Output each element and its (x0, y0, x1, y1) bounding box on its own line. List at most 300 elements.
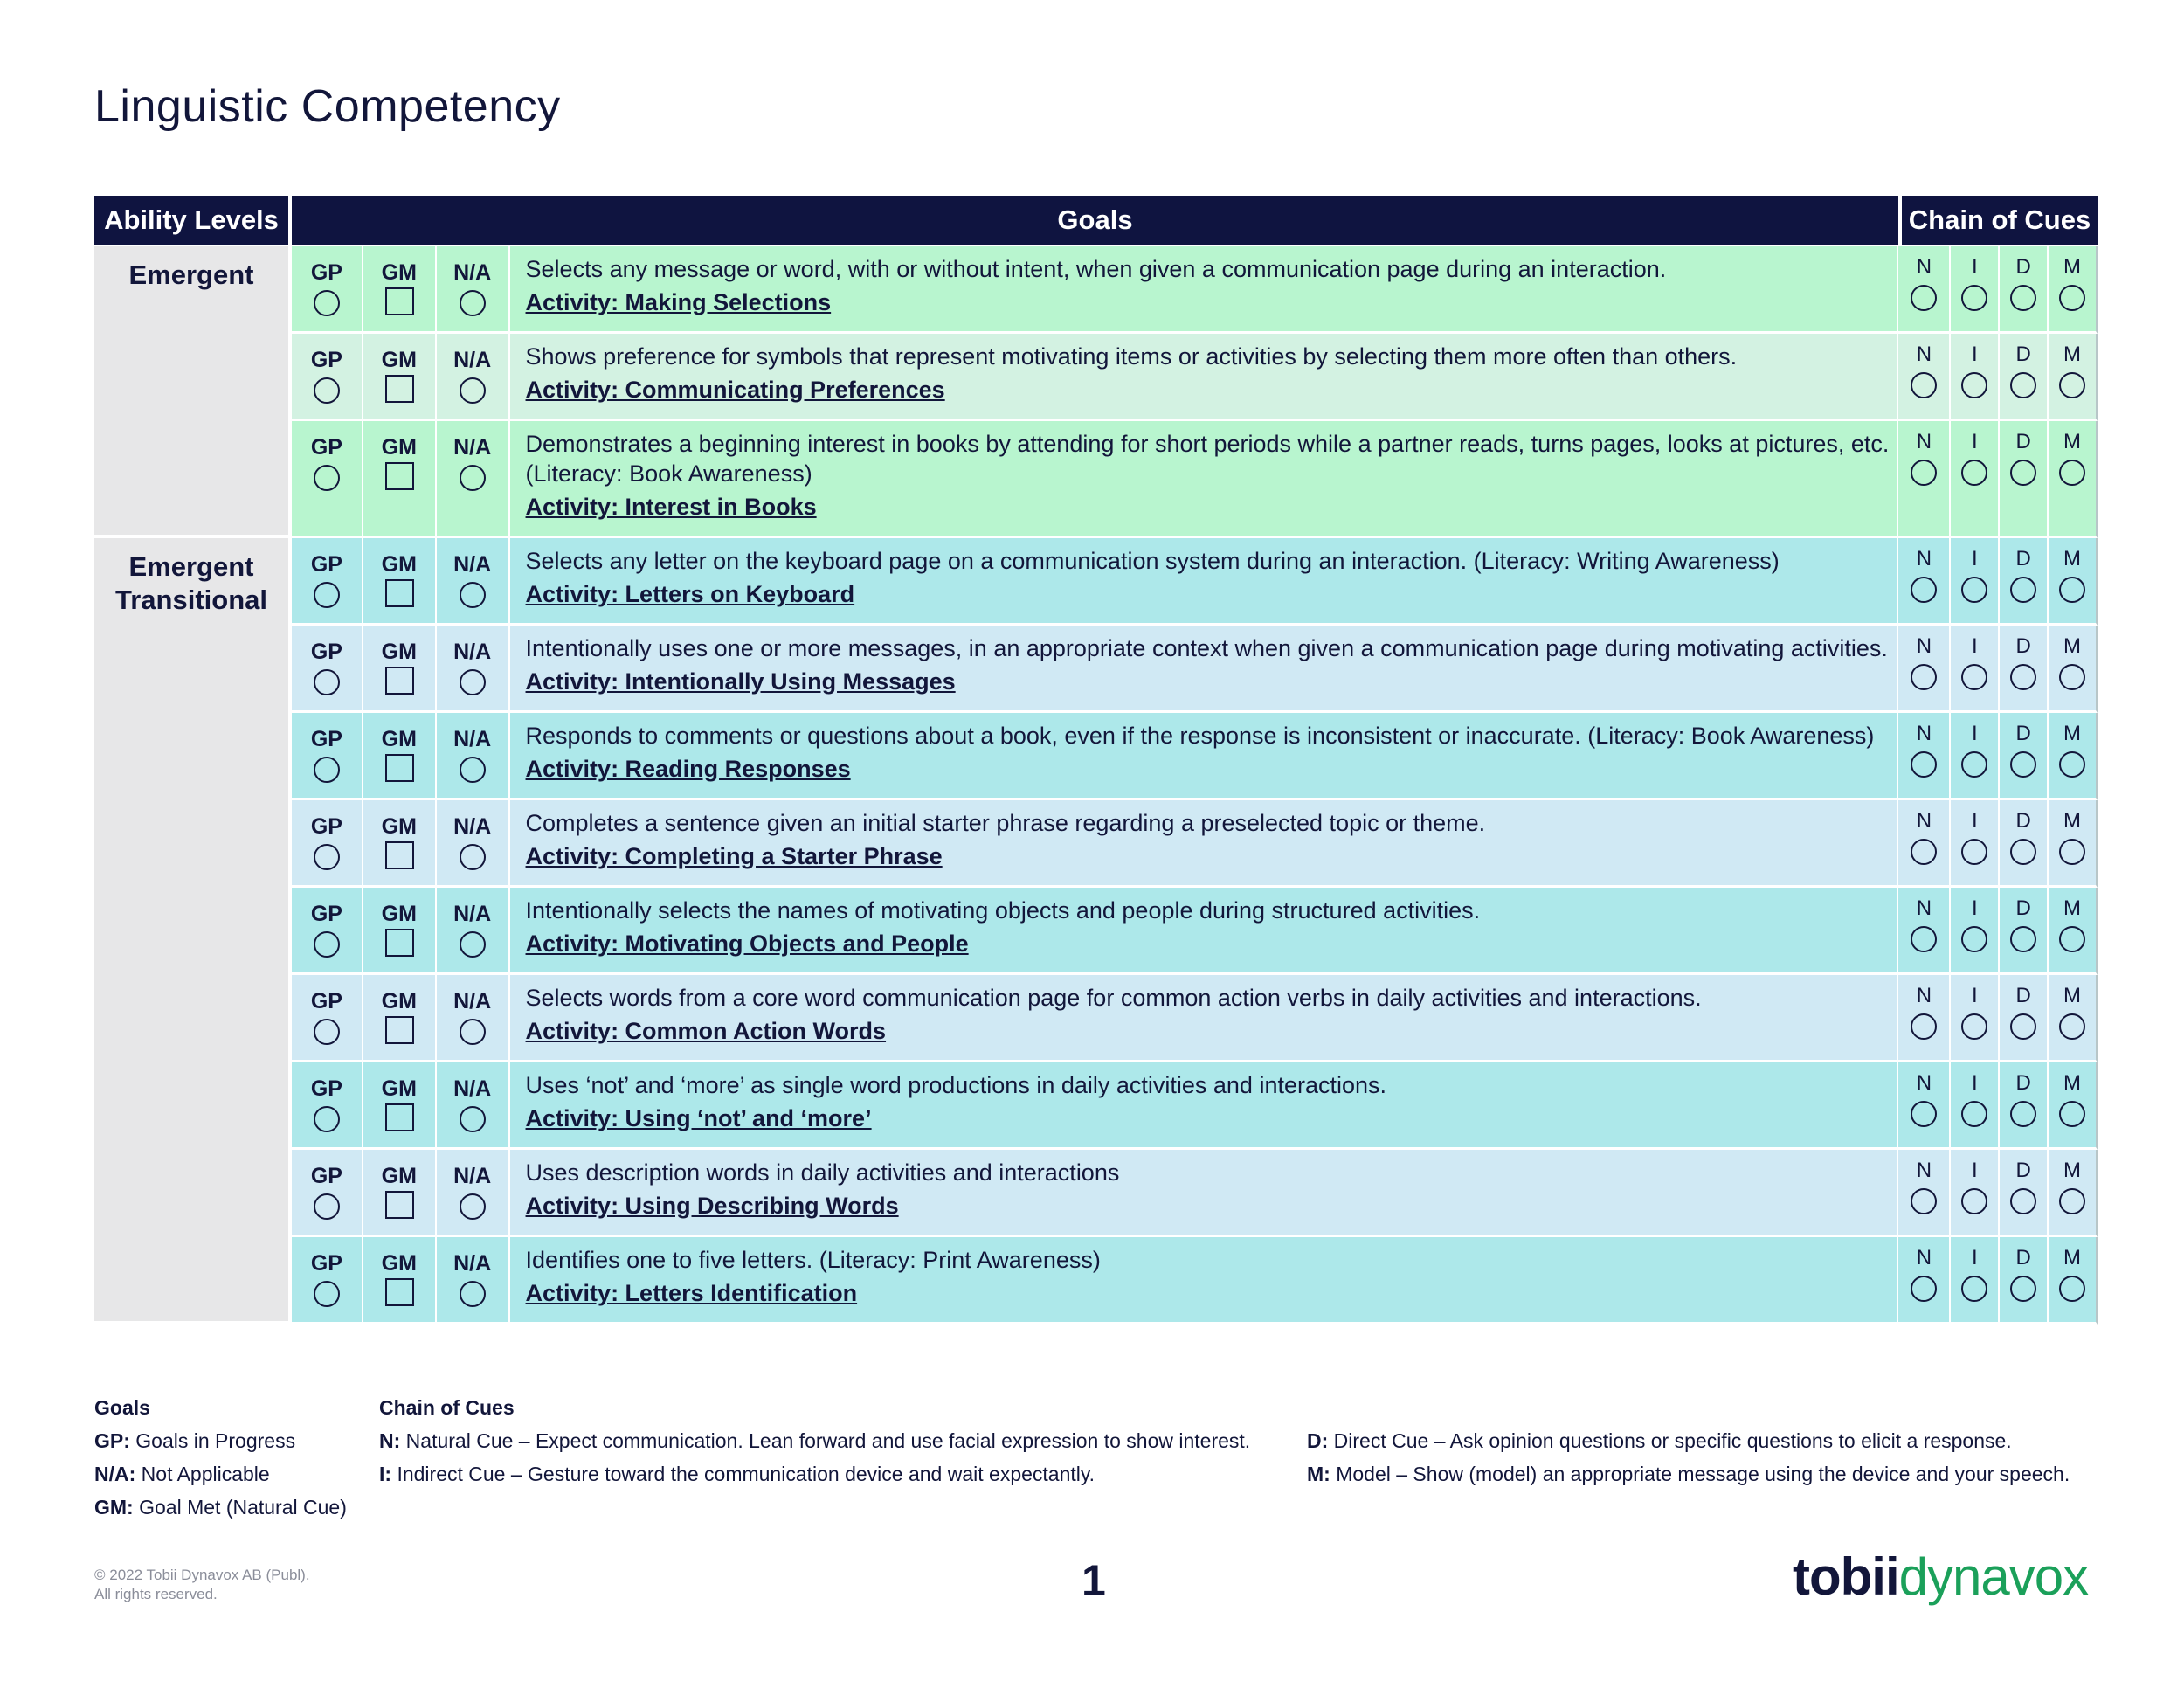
cue-radio-n[interactable] (1911, 1013, 1937, 1040)
cue-label-d: D (2015, 547, 2031, 571)
cue-cell-m (2049, 713, 2098, 800)
na-label: N/A (453, 814, 492, 839)
legend-gm-value: Goal Met (Natural Cue) (139, 1496, 347, 1519)
na-cell (437, 1062, 510, 1150)
cue-radio-n[interactable] (1911, 926, 1937, 952)
gp-label: GP (310, 1251, 342, 1276)
na-radio[interactable] (460, 290, 486, 316)
gm-label: GM (381, 1164, 417, 1188)
legend-gp-key: GP: (94, 1429, 130, 1452)
cue-radio-i[interactable] (1961, 285, 1987, 311)
page-title: Linguistic Competency (94, 81, 561, 132)
na-cell (437, 1150, 510, 1237)
gp-label: GP (310, 1164, 342, 1188)
cue-cell-m (2049, 1237, 2098, 1325)
cue-label-d: D (2015, 342, 2031, 366)
gm-label: GM (381, 640, 417, 664)
gm-label: GM (381, 814, 417, 839)
activity-link[interactable]: Activity: Intentionally Using Messages (525, 668, 956, 695)
cue-radio-m[interactable] (2059, 926, 2085, 952)
na-cell (437, 888, 510, 975)
cue-radio-i[interactable] (1961, 577, 1987, 603)
legend-d-value: Direct Cue – Ask opinion questions or specific questions to elicit a response. (1333, 1429, 2012, 1452)
na-cell (437, 626, 510, 713)
cue-radio-i[interactable] (1961, 1188, 1987, 1214)
goal-text: Intentionally selects the names of motivating objects and people during structured activities. (525, 897, 1481, 924)
gp-radio[interactable] (314, 844, 340, 870)
gp-label: GP (310, 727, 342, 751)
gp-radio[interactable] (314, 377, 340, 404)
cue-label-d: D (2015, 984, 2031, 1007)
gm-checkbox[interactable] (385, 1191, 414, 1219)
cue-label-i: I (1971, 896, 1978, 920)
legend-d-key: D: (1307, 1429, 1329, 1452)
cue-label-n: N (1916, 722, 1932, 745)
cue-cell-n (1898, 421, 1951, 538)
goal-row (292, 975, 2098, 1062)
gm-checkbox[interactable] (385, 1103, 414, 1131)
cue-cell-i (1951, 888, 2000, 975)
cue-cell-d (2000, 421, 2049, 538)
legend-gp-value: Goals in Progress (135, 1429, 296, 1452)
tobii-dynavox-logo (1793, 1546, 2088, 1608)
cue-radio-i[interactable] (1961, 751, 1987, 778)
gp-label: GP (310, 260, 342, 285)
gm-label: GM (381, 727, 417, 751)
legend-m-key: M: (1307, 1463, 1330, 1485)
cue-cell-d (2000, 800, 2049, 888)
activity-link[interactable]: Activity: Using Describing Words (525, 1193, 899, 1219)
cue-radio-d[interactable] (2010, 1101, 2036, 1127)
activity-link[interactable]: Activity: Completing a Starter Phrase (525, 843, 943, 869)
cue-radio-d[interactable] (2010, 839, 2036, 865)
cue-radio-m[interactable] (2059, 1276, 2085, 1302)
na-radio[interactable] (460, 669, 486, 695)
gm-checkbox[interactable] (385, 841, 414, 869)
gm-cell (363, 888, 437, 975)
cue-label-n: N (1916, 430, 1932, 453)
cue-radio-d[interactable] (2010, 751, 2036, 778)
na-radio[interactable] (460, 377, 486, 404)
cue-radio-n[interactable] (1911, 1276, 1937, 1302)
logo-dynavox: dynavox (1898, 1547, 2089, 1606)
cue-radio-d[interactable] (2010, 372, 2036, 398)
cue-radio-m[interactable] (2059, 460, 2085, 486)
na-label: N/A (453, 435, 492, 460)
gm-checkbox[interactable] (385, 667, 414, 695)
cue-label-n: N (1916, 255, 1932, 279)
gp-cell (292, 975, 363, 1062)
ability-transitional-line2: Transitional (115, 585, 267, 615)
cue-radio-i[interactable] (1961, 460, 1987, 486)
goal-cell (510, 334, 1899, 421)
na-label: N/A (453, 260, 492, 285)
na-radio[interactable] (460, 582, 486, 608)
cue-label-m: M (2063, 342, 2082, 366)
cue-cell-d (2000, 334, 2049, 421)
cue-radio-d[interactable] (2010, 285, 2036, 311)
cue-radio-m[interactable] (2059, 1101, 2085, 1127)
cue-radio-d[interactable] (2010, 1276, 2036, 1302)
cue-cell-i (1951, 626, 2000, 713)
cue-radio-m[interactable] (2059, 751, 2085, 778)
na-cell (437, 975, 510, 1062)
cue-radio-m[interactable] (2059, 577, 2085, 603)
gp-radio[interactable] (314, 1019, 340, 1045)
cue-label-m: M (2063, 1159, 2082, 1182)
gp-label: GP (310, 814, 342, 839)
cue-cell-d (2000, 1062, 2049, 1150)
cue-radio-n[interactable] (1911, 372, 1937, 398)
gm-checkbox[interactable] (385, 754, 414, 782)
gp-label: GP (310, 902, 342, 926)
goal-row (292, 538, 2098, 626)
activity-link[interactable]: Activity: Common Action Words (525, 1018, 887, 1044)
ability-emergent (94, 246, 288, 535)
cue-label-i: I (1971, 547, 1978, 571)
cue-cell-m (2049, 888, 2098, 975)
na-radio[interactable] (460, 1019, 486, 1045)
gp-radio[interactable] (314, 1106, 340, 1132)
cue-label-n: N (1916, 1159, 1932, 1182)
cue-label-i: I (1971, 1159, 1978, 1182)
gm-cell (363, 334, 437, 421)
cue-cell-d (2000, 975, 2049, 1062)
goal-cell (510, 800, 1899, 888)
gp-label: GP (310, 435, 342, 460)
gp-label: GP (310, 1076, 342, 1101)
legend-goals (94, 1391, 347, 1524)
cue-label-n: N (1916, 634, 1932, 658)
cue-cell-i (1951, 975, 2000, 1062)
cue-radio-m[interactable] (2059, 372, 2085, 398)
gm-label: GM (381, 552, 417, 577)
na-radio[interactable] (460, 1106, 486, 1132)
cue-cell-n (1898, 975, 1951, 1062)
gp-cell (292, 1237, 363, 1325)
goal-cell (510, 421, 1899, 538)
gp-cell (292, 1150, 363, 1237)
goal-row (292, 888, 2098, 975)
cue-radio-n[interactable] (1911, 577, 1937, 603)
legend-cues-title: Chain of Cues (379, 1396, 515, 1419)
cue-cell-i (1951, 538, 2000, 626)
na-cell (437, 800, 510, 888)
gm-cell (363, 626, 437, 713)
gm-label: GM (381, 1076, 417, 1101)
gp-label: GP (310, 640, 342, 664)
cue-label-d: D (2015, 255, 2031, 279)
gm-cell (363, 1150, 437, 1237)
cue-cell-m (2049, 246, 2098, 334)
na-label: N/A (453, 989, 492, 1013)
cue-label-d: D (2015, 634, 2031, 658)
cue-cell-n (1898, 1150, 1951, 1237)
cue-label-i: I (1971, 722, 1978, 745)
cue-radio-i[interactable] (1961, 664, 1987, 690)
na-cell (437, 713, 510, 800)
legend-cues-continued (1307, 1424, 2070, 1491)
ability-emergent-label: Emergent (128, 259, 254, 290)
cue-cell-m (2049, 626, 2098, 713)
legend-na-key: N/A: (94, 1463, 136, 1485)
cue-label-i: I (1971, 984, 1978, 1007)
goal-cell (510, 975, 1899, 1062)
cue-cell-n (1898, 713, 1951, 800)
cue-cell-n (1898, 626, 1951, 713)
gp-radio[interactable] (314, 931, 340, 958)
na-label: N/A (453, 902, 492, 926)
gp-radio[interactable] (314, 290, 340, 316)
na-radio[interactable] (460, 844, 486, 870)
gp-radio[interactable] (314, 465, 340, 491)
cue-label-i: I (1971, 430, 1978, 453)
gm-cell (363, 1237, 437, 1325)
na-label: N/A (453, 1164, 492, 1188)
goal-text-continued: (Literacy: Book Awareness) (525, 460, 812, 487)
gp-radio[interactable] (314, 669, 340, 695)
cue-radio-m[interactable] (2059, 839, 2085, 865)
cue-label-d: D (2015, 809, 2031, 833)
na-radio[interactable] (460, 931, 486, 958)
goal-row (292, 246, 2098, 334)
na-label: N/A (453, 727, 492, 751)
na-cell (437, 334, 510, 421)
cue-cell-i (1951, 800, 2000, 888)
gm-checkbox[interactable] (385, 287, 414, 315)
activity-link[interactable]: Activity: Making Selections (525, 289, 832, 315)
cue-cell-d (2000, 1150, 2049, 1237)
activity-link[interactable]: Activity: Interest in Books (525, 494, 817, 520)
goal-cell (510, 1237, 1899, 1325)
gm-cell (363, 975, 437, 1062)
gp-label: GP (310, 989, 342, 1013)
cue-radio-m[interactable] (2059, 285, 2085, 311)
cue-radio-i[interactable] (1961, 372, 1987, 398)
cue-cell-m (2049, 1150, 2098, 1237)
gm-checkbox[interactable] (385, 929, 414, 957)
header-goals: Goals (292, 196, 1898, 245)
goal-text: Demonstrates a beginning interest in books by attending for short periods while a partner reads, turns pages, looks at pictures, etc. (525, 431, 1890, 457)
legend-n-key: N: (379, 1429, 401, 1452)
cue-radio-n[interactable] (1911, 839, 1937, 865)
page-number: 1 (1082, 1556, 1106, 1605)
cue-label-m: M (2063, 255, 2082, 279)
goal-text: Identifies one to five letters. (Literacy: Print Awareness) (525, 1247, 1101, 1273)
gm-cell (363, 1062, 437, 1150)
cue-label-n: N (1916, 984, 1932, 1007)
activity-link[interactable]: Activity: Motivating Objects and People (525, 930, 969, 957)
goal-text: Uses ‘not’ and ‘more’ as single word productions in daily activities and interactions. (525, 1072, 1387, 1098)
na-label: N/A (453, 552, 492, 577)
cue-label-m: M (2063, 722, 2082, 745)
gm-label: GM (381, 260, 417, 285)
goal-text: Selects any letter on the keyboard page on a communication system during an interaction. (Literacy: Writing Awareness) (525, 548, 1780, 574)
na-label: N/A (453, 1076, 492, 1101)
na-radio[interactable] (460, 1193, 486, 1220)
goal-row (292, 800, 2098, 888)
gp-radio[interactable] (314, 757, 340, 783)
gm-cell (363, 538, 437, 626)
cue-radio-n[interactable] (1911, 285, 1937, 311)
cue-radio-i[interactable] (1961, 1101, 1987, 1127)
cue-label-i: I (1971, 809, 1978, 833)
gp-cell (292, 713, 363, 800)
goal-row (292, 1150, 2098, 1237)
activity-link[interactable]: Activity: Communicating Preferences (525, 377, 945, 403)
gm-label: GM (381, 1251, 417, 1276)
na-label: N/A (453, 640, 492, 664)
cue-label-d: D (2015, 1159, 2031, 1182)
gp-radio[interactable] (314, 1193, 340, 1220)
activity-link[interactable]: Activity: Reading Responses (525, 756, 851, 782)
legend-goals-title: Goals (94, 1396, 150, 1419)
cue-cell-n (1898, 1237, 1951, 1325)
gp-radio[interactable] (314, 582, 340, 608)
cue-radio-n[interactable] (1911, 1188, 1937, 1214)
gm-checkbox[interactable] (385, 462, 414, 490)
gp-cell (292, 800, 363, 888)
activity-link[interactable]: Activity: Using ‘not’ and ‘more’ (525, 1105, 872, 1131)
header-ability-levels: Ability Levels (94, 196, 288, 245)
gp-cell (292, 421, 363, 538)
gm-cell (363, 421, 437, 538)
gm-label: GM (381, 902, 417, 926)
cue-cell-d (2000, 1237, 2049, 1325)
goal-text: Uses description words in daily activities and interactions (525, 1159, 1120, 1186)
cue-radio-i[interactable] (1961, 839, 1987, 865)
goal-text: Shows preference for symbols that represent motivating items or activities by selecting them more often than others. (525, 343, 1738, 370)
goal-row (292, 421, 2098, 538)
cue-label-m: M (2063, 634, 2082, 658)
cue-label-m: M (2063, 896, 2082, 920)
gm-checkbox[interactable] (385, 1016, 414, 1044)
copyright-line2: All rights reserved. (94, 1586, 218, 1602)
activity-link[interactable]: Activity: Letters on Keyboard (525, 581, 855, 607)
cue-radio-d[interactable] (2010, 926, 2036, 952)
cue-cell-i (1951, 421, 2000, 538)
cue-cell-n (1898, 538, 1951, 626)
goal-cell (510, 1062, 1899, 1150)
cue-label-i: I (1971, 634, 1978, 658)
cue-radio-i[interactable] (1961, 1013, 1987, 1040)
cue-label-i: I (1971, 255, 1978, 279)
gm-checkbox[interactable] (385, 1278, 414, 1306)
cue-radio-d[interactable] (2010, 1013, 2036, 1040)
na-label: N/A (453, 348, 492, 372)
gm-cell (363, 246, 437, 334)
goal-cell (510, 538, 1899, 626)
cue-cell-m (2049, 975, 2098, 1062)
goal-row (292, 626, 2098, 713)
gm-checkbox[interactable] (385, 375, 414, 403)
cue-cell-n (1898, 800, 1951, 888)
cue-label-n: N (1916, 896, 1932, 920)
cue-radio-i[interactable] (1961, 1276, 1987, 1302)
ability-transitional-line1: Emergent (128, 551, 254, 582)
cue-cell-i (1951, 713, 2000, 800)
cue-radio-i[interactable] (1961, 926, 1987, 952)
cue-label-m: M (2063, 809, 2082, 833)
cue-cell-n (1898, 246, 1951, 334)
cue-radio-m[interactable] (2059, 664, 2085, 690)
cue-label-d: D (2015, 1246, 2031, 1269)
goal-cell (510, 713, 1899, 800)
gm-cell (363, 800, 437, 888)
logo-tobii: tobii (1793, 1547, 1899, 1606)
legend-n-value: Natural Cue – Expect communication. Lean forward and use facial expression to show interest. (405, 1429, 1251, 1452)
legend-gm-key: GM: (94, 1496, 134, 1519)
cue-radio-d[interactable] (2010, 577, 2036, 603)
cue-label-n: N (1916, 547, 1932, 571)
gm-cell (363, 713, 437, 800)
na-radio[interactable] (460, 465, 486, 491)
cue-label-m: M (2063, 1246, 2082, 1269)
header-chain-of-cues: Chain of Cues (1902, 196, 2098, 245)
goal-row (292, 1237, 2098, 1325)
na-radio[interactable] (460, 757, 486, 783)
cue-radio-d[interactable] (2010, 1188, 2036, 1214)
cue-cell-d (2000, 713, 2049, 800)
cue-cell-i (1951, 1062, 2000, 1150)
cue-cell-m (2049, 800, 2098, 888)
legend-i-value: Indirect Cue – Gesture toward the communication device and wait expectantly. (397, 1463, 1095, 1485)
cue-radio-d[interactable] (2010, 460, 2036, 486)
gp-radio[interactable] (314, 1281, 340, 1307)
goal-row (292, 334, 2098, 421)
gp-cell (292, 334, 363, 421)
goal-text: Completes a sentence given an initial starter phrase regarding a preselected topic or theme. (525, 810, 1486, 836)
cue-cell-d (2000, 626, 2049, 713)
gp-label: GP (310, 348, 342, 372)
gp-cell (292, 626, 363, 713)
cue-cell-n (1898, 888, 1951, 975)
goal-cell (510, 626, 1899, 713)
legend-m-value: Model – Show (model) an appropriate message using the device and your speech. (1336, 1463, 2070, 1485)
cue-radio-m[interactable] (2059, 1188, 2085, 1214)
cue-radio-d[interactable] (2010, 664, 2036, 690)
cue-label-i: I (1971, 1071, 1978, 1095)
gm-label: GM (381, 435, 417, 460)
na-cell (437, 538, 510, 626)
goal-cell (510, 1150, 1899, 1237)
cue-cell-d (2000, 538, 2049, 626)
cue-label-m: M (2063, 984, 2082, 1007)
gp-cell (292, 1062, 363, 1150)
goal-text: Selects any message or word, with or without intent, when given a communication page during an interaction. (525, 256, 1667, 282)
na-radio[interactable] (460, 1281, 486, 1307)
cue-radio-n[interactable] (1911, 751, 1937, 778)
cue-radio-n[interactable] (1911, 1101, 1937, 1127)
cue-cell-m (2049, 538, 2098, 626)
cue-label-i: I (1971, 342, 1978, 366)
copyright-line1: © 2022 Tobii Dynavox AB (Publ). (94, 1567, 310, 1583)
copyright (94, 1566, 310, 1604)
cue-radio-m[interactable] (2059, 1013, 2085, 1040)
legend-cues (379, 1391, 1250, 1491)
goal-text: Intentionally uses one or more messages, in an appropriate context when given a communication page during motivating activities. (525, 635, 1888, 661)
gp-label: GP (310, 552, 342, 577)
cue-radio-n[interactable] (1911, 664, 1937, 690)
activity-link[interactable]: Activity: Letters Identification (525, 1280, 858, 1306)
cue-cell-m (2049, 334, 2098, 421)
cue-cell-m (2049, 1062, 2098, 1150)
cue-label-n: N (1916, 1246, 1932, 1269)
gp-cell (292, 246, 363, 334)
na-cell (437, 1237, 510, 1325)
cue-radio-n[interactable] (1911, 460, 1937, 486)
gm-checkbox[interactable] (385, 579, 414, 607)
